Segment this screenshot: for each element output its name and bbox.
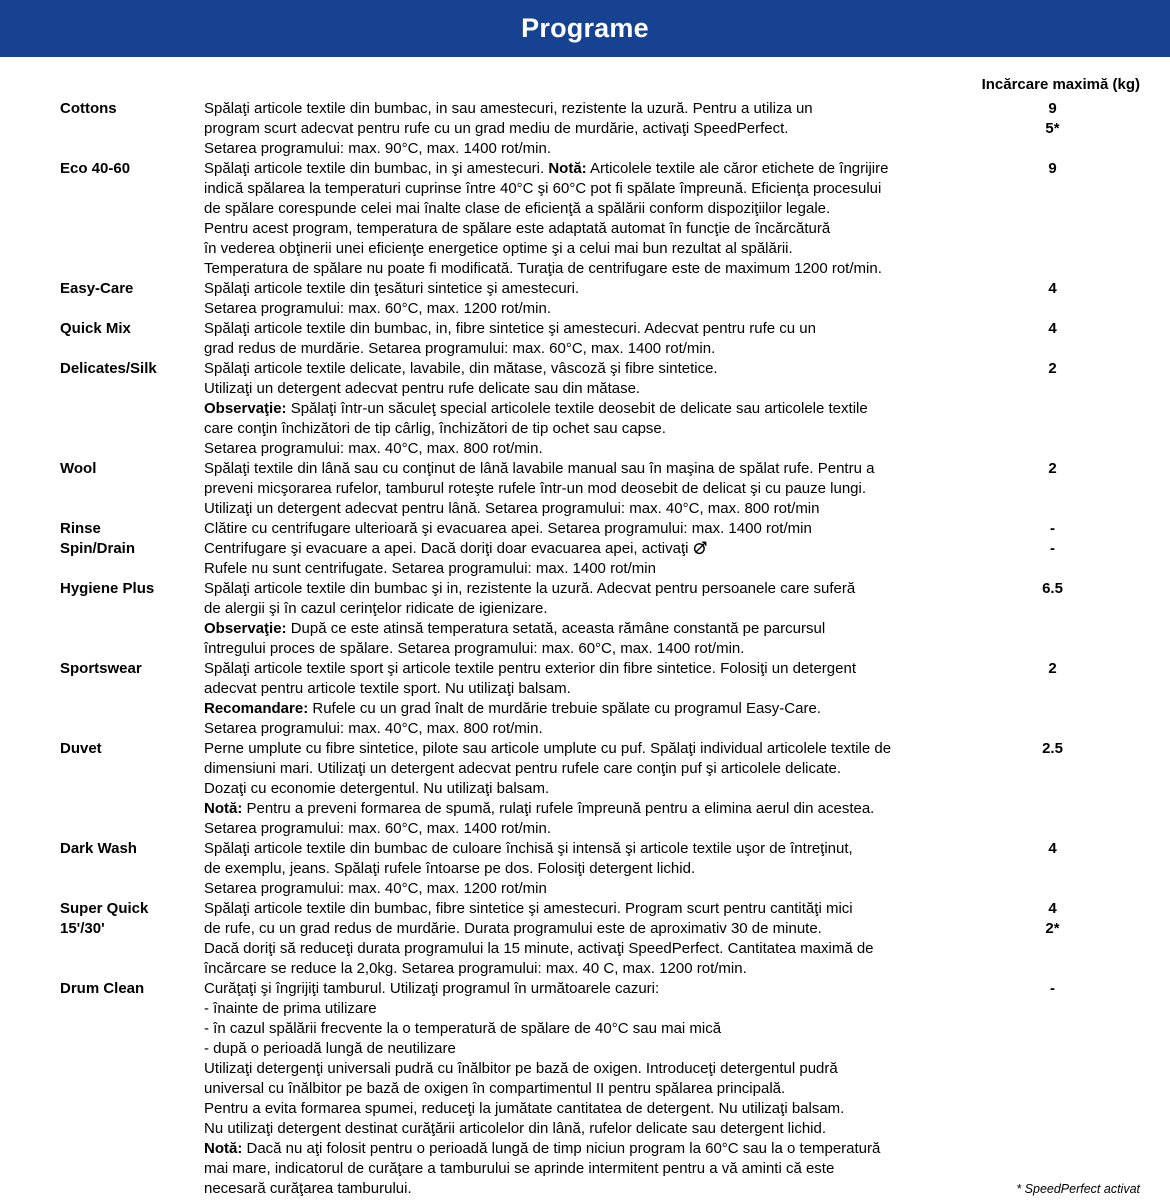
description-line	[204, 1099, 965, 1119]
load-value: 2	[1048, 360, 1057, 377]
text-segment: Dozaţi cu economie detergentul. Nu utilizaţi balsam.	[204, 780, 550, 797]
description-line	[204, 579, 965, 599]
description-line	[204, 819, 965, 839]
text-segment: Spălaţi articole textile din bumbac, in, fibre sintetice şi amestecuri. Adecvat pentru rufe cu un	[204, 320, 816, 337]
text-segment: care conţin închizători de tip cârlig, închizători de tip ochet sau capse.	[204, 420, 666, 437]
text-segment: Spălaţi articole textile delicate, lavabile, din mătase, vâscoză şi fibre sintetice.	[204, 360, 718, 377]
max-load-header: Incărcare maximă (kg)	[981, 76, 1140, 93]
text-segment: Centrifugare şi evacuare a apei. Dacă doriţi doar evacuarea apei, activaţi	[204, 540, 693, 557]
bold-label: Notă:	[204, 1140, 243, 1157]
text-segment: necesară curăţarea tamburului.	[204, 1180, 412, 1197]
text-segment: Setarea programului: max. 40°C, max. 1200 rot/min	[204, 880, 547, 897]
load-value: 2*	[1045, 920, 1060, 937]
text-segment: întregului proces de spălare. Setarea programului: max. 60°C, max. 1400 rot/min.	[204, 640, 745, 657]
program-description	[204, 159, 965, 279]
description-line	[204, 1139, 965, 1159]
description-line	[204, 519, 965, 539]
text-segment: - în cazul spălării frecvente la o temperatură de spălare de 40°C sau mai mică	[204, 1020, 722, 1037]
text-segment: Spălaţi articole textile din ţesături sintetice şi amestecuri.	[204, 280, 580, 297]
description-line	[204, 339, 965, 359]
description-line	[204, 639, 965, 659]
text-segment: indică spălarea la temperaturi cuprinse între 40°C şi 60°C pot fi spălate împreună. Eficienţa procesului	[204, 180, 882, 197]
text-segment: universal cu înălbitor pe bază de oxigen în compartimentul II pentru spălarea principală.	[204, 1080, 786, 1097]
description-line	[204, 179, 965, 199]
program-description	[204, 99, 965, 159]
description-line	[204, 199, 965, 219]
description-line	[204, 899, 965, 919]
program-load	[965, 279, 1140, 299]
program-row	[60, 319, 1140, 359]
text-segment: Spălaţi articole textile sport şi articole textile pentru exterior din fibre sintetice. Folosiţi un detergent	[204, 660, 856, 677]
content	[0, 75, 1170, 1199]
program-name	[60, 99, 204, 119]
description-line	[204, 1039, 965, 1059]
description-line	[204, 799, 965, 819]
description-line	[204, 299, 965, 319]
text-segment: Rufele cu un grad înalt de murdărie trebuie spălate cu programul Easy-Care.	[308, 700, 821, 717]
description-line	[204, 439, 965, 459]
text-segment: Spălaţi textile din lână sau cu conţinut de lână lavabile manual sau în maşina de spălat rufe. Pentru a	[204, 460, 875, 477]
program-description	[204, 359, 965, 459]
description-line	[204, 619, 965, 639]
program-description	[204, 539, 965, 579]
text-segment: Setarea programului: max. 60°C, max. 1400 rot/min.	[204, 820, 551, 837]
text-segment: de alergii şi în cazul cerinţelor ridicate de igienizare.	[204, 600, 548, 617]
description-line	[204, 959, 965, 979]
text-segment: Nu utilizaţi detergent destinat curăţării articolelor din lână, rufelor delicate sau detergent lichid.	[204, 1120, 827, 1137]
description-line	[204, 939, 965, 959]
text-segment: Articolele textile ale căror etichete de îngrijire	[586, 160, 889, 177]
load-value: 4	[1048, 280, 1057, 297]
program-name-line: Rinse	[60, 520, 101, 537]
program-name-line: Duvet	[60, 740, 102, 757]
program-row	[60, 539, 1140, 579]
text-segment: în vederea obţinerii unei eficienţe energetice optime şi a celui mai bun rezultat al spălării.	[204, 240, 793, 257]
program-name	[60, 459, 204, 479]
program-name	[60, 279, 204, 299]
bold-label: Notă:	[548, 160, 587, 177]
program-load	[965, 539, 1140, 559]
description-line	[204, 1079, 965, 1099]
description-line	[204, 239, 965, 259]
program-description	[204, 319, 965, 359]
programs-table	[60, 99, 1140, 1199]
program-row	[60, 159, 1140, 279]
program-name	[60, 979, 204, 999]
text-segment: Pentru a preveni formarea de spumă, rulaţi rufele împreună pentru a elimina aerul din acestea.	[242, 800, 875, 817]
description-line	[204, 739, 965, 759]
description-line	[204, 539, 965, 559]
text-segment: Utilizaţi detergenţi universali pudră cu înălbitor pe bază de oxigen. Introduceţi detergentul pudră	[204, 1060, 838, 1077]
program-name-line: Sportswear	[60, 660, 142, 677]
program-description	[204, 459, 965, 519]
text-segment: Spălaţi articole textile din bumbac şi in, rezistente la uzură. Adecvat pentru persoanele care suferă	[204, 580, 856, 597]
program-load	[965, 359, 1140, 379]
description-line	[204, 459, 965, 479]
bold-label: Observaţie:	[204, 400, 287, 417]
program-load	[965, 459, 1140, 479]
program-name-line: Cottons	[60, 100, 117, 117]
text-segment: Setarea programului: max. 60°C, max. 1200 rot/min.	[204, 300, 551, 317]
load-value: 6.5	[1042, 580, 1063, 597]
page-title: Programe	[521, 13, 649, 43]
text-segment: de spălare corespunde celei mai înalte clase de eficienţă a spălării conform dispoziţiilor legale.	[204, 200, 831, 217]
program-name	[60, 839, 204, 859]
description-line	[204, 759, 965, 779]
program-load	[965, 99, 1140, 139]
description-line	[204, 1179, 965, 1199]
program-row	[60, 359, 1140, 459]
bold-label: Recomandare:	[204, 700, 309, 717]
description-line	[204, 779, 965, 799]
description-line	[204, 159, 965, 179]
text-segment: După ce este atinsă temperatura setată, aceasta rămâne constantă pe parcursul	[286, 620, 826, 637]
text-segment: Spălaţi articole textile din bumbac, fibre sintetice şi amestecuri. Program scurt pentru cantităţi mici	[204, 900, 853, 917]
load-value: -	[1050, 980, 1055, 997]
text-segment: Curăţaţi şi îngrijiţi tamburul. Utilizaţi programul în următoarele cazuri:	[204, 980, 660, 997]
text-segment: Spălaţi articole textile din bumbac de culoare închisă şi intensă şi articole textile uşor de întreţinut,	[204, 840, 853, 857]
description-line	[204, 259, 965, 279]
text-segment: Dacă nu aţi folosit pentru o perioadă lungă de timp niciun program la 60°C sau la o temperatură	[242, 1140, 881, 1157]
description-line	[204, 1059, 965, 1079]
program-name-line: Eco 40-60	[60, 160, 131, 177]
program-name	[60, 519, 204, 539]
description-line	[204, 839, 965, 859]
text-segment: de rufe, cu un grad redus de murdărie. Durata programului este de aproximativ 30 de minute.	[204, 920, 822, 937]
description-line	[204, 219, 965, 239]
description-line	[204, 599, 965, 619]
description-line	[204, 99, 965, 119]
program-name	[60, 319, 204, 339]
description-line	[204, 979, 965, 999]
program-row	[60, 979, 1140, 1199]
program-description	[204, 899, 965, 979]
text-segment: Dacă doriţi să reduceţi durata programului la 15 minute, activaţi SpeedPerfect. Cantitatea maximă de	[204, 940, 874, 957]
load-value: 2.5	[1042, 740, 1063, 757]
text-segment: preveni micşorarea rufelor, tamburul roteşte rufele într-un mod deosebit de delicat şi cu pauze lungi.	[204, 480, 867, 497]
speedperfect-footnote: * SpeedPerfect activat	[1016, 1182, 1140, 1196]
program-name	[60, 579, 204, 599]
text-segment: Pentru acest program, temperatura de spălare este adaptată automat în funcţie de încărcătură	[204, 220, 831, 237]
description-line	[204, 419, 965, 439]
program-name-line: Delicates/Silk	[60, 360, 157, 377]
program-name-line: Wool	[60, 460, 97, 477]
description-line	[204, 859, 965, 879]
bold-label: Notă:	[204, 800, 243, 817]
program-load	[965, 979, 1140, 999]
program-load	[965, 319, 1140, 339]
program-name-line: Easy-Care	[60, 280, 134, 297]
load-value: 4	[1048, 320, 1057, 337]
text-segment: Utilizaţi un detergent adecvat pentru rufe delicate sau din mătase.	[204, 380, 641, 397]
load-value: -	[1050, 540, 1055, 557]
spin-drain-icon	[693, 539, 708, 559]
program-name	[60, 739, 204, 759]
program-name	[60, 899, 204, 939]
program-description	[204, 979, 965, 1199]
text-segment: adecvat pentru articole textile sport. Nu utilizaţi balsam.	[204, 680, 571, 697]
text-segment: - după o perioadă lungă de neutilizare	[204, 1040, 456, 1057]
program-load	[965, 579, 1140, 599]
text-segment: Temperatura de spălare nu poate fi modificată. Turaţia de centrifugare este de maximum 1200 rot/min.	[204, 260, 882, 277]
text-segment: Spălaţi articole textile din bumbac, in şi amestecuri.	[204, 160, 549, 177]
text-segment: Setarea programului: max. 90°C, max. 1400 rot/min.	[204, 140, 551, 157]
description-line	[204, 679, 965, 699]
program-name	[60, 659, 204, 679]
program-name-line: Spin/Drain	[60, 540, 136, 557]
program-name-line: Super Quick	[60, 900, 149, 917]
program-load	[965, 839, 1140, 859]
program-row	[60, 899, 1140, 979]
load-value: 4	[1048, 900, 1057, 917]
program-description	[204, 839, 965, 899]
text-segment: Clătire cu centrifugare ulterioară şi evacuarea apei. Setarea programului: max. 1400 rot/min	[204, 520, 812, 537]
description-line	[204, 399, 965, 419]
description-line	[204, 999, 965, 1019]
load-value: 4	[1048, 840, 1057, 857]
text-segment: Perne umplute cu fibre sintetice, pilote sau articole umplute cu puf. Spălaţi individual articolele textile de	[204, 740, 892, 757]
program-description	[204, 579, 965, 659]
program-load	[965, 519, 1140, 539]
text-segment: program scurt adecvat pentru rufe cu un grad mediu de murdărie, activaţi SpeedPerfect.	[204, 120, 789, 137]
description-line	[204, 499, 965, 519]
program-name-line: Dark Wash	[60, 840, 137, 857]
text-segment: dimensiuni mari. Utilizaţi un detergent adecvat pentru rufele care conţin puf şi articolele delicate.	[204, 760, 842, 777]
description-line	[204, 119, 965, 139]
text-segment: Setarea programului: max. 40°C, max. 800 rot/min.	[204, 720, 543, 737]
description-line	[204, 1119, 965, 1139]
description-line	[204, 1159, 965, 1179]
text-segment: mai mare, indicatorul de curăţare a tamburului se aprinde intermitent pentru a vă aminti că este	[204, 1160, 835, 1177]
text-segment: Utilizaţi un detergent adecvat pentru lână. Setarea programului: max. 40°C, max. 800 rot/min	[204, 500, 820, 517]
description-line	[204, 659, 965, 679]
load-value: 5*	[1045, 120, 1060, 137]
program-row	[60, 739, 1140, 839]
program-row	[60, 459, 1140, 519]
text-segment: Rufele nu sunt centrifugate. Setarea programului: max. 1400 rot/min	[204, 560, 656, 577]
program-name-line: 15'/30'	[60, 920, 105, 937]
description-line	[204, 1019, 965, 1039]
program-description	[204, 739, 965, 839]
text-segment: Pentru a evita formarea spumei, reduceţi la jumătate cantitatea de detergent. Nu utilizaţi balsam.	[204, 1100, 845, 1117]
program-load	[965, 899, 1140, 939]
description-line	[204, 479, 965, 499]
program-description	[204, 519, 965, 539]
load-value: 2	[1048, 460, 1057, 477]
program-name	[60, 159, 204, 179]
description-line	[204, 279, 965, 299]
program-load	[965, 159, 1140, 179]
program-description	[204, 279, 965, 319]
text-segment: - înainte de prima utilizare	[204, 1000, 377, 1017]
program-row	[60, 579, 1140, 659]
program-row	[60, 839, 1140, 899]
text-segment: Spălaţi articole textile din bumbac, in sau amestecuri, rezistente la uzură. Pentru a utiliza un	[204, 100, 813, 117]
text-segment: Spălaţi într-un săculeţ special articolele textile deosebit de delicate sau articolele textile	[286, 400, 868, 417]
description-line	[204, 139, 965, 159]
program-load	[965, 739, 1140, 759]
load-value: 9	[1048, 100, 1057, 117]
program-load	[965, 659, 1140, 679]
text-segment: de exemplu, jeans. Spălaţi rufele întoarse pe dos. Folosiţi detergent lichid.	[204, 860, 696, 877]
program-row	[60, 279, 1140, 319]
load-value: -	[1050, 520, 1055, 537]
program-name-line: Quick Mix	[60, 320, 131, 337]
program-row	[60, 519, 1140, 539]
description-line	[204, 719, 965, 739]
description-line	[204, 919, 965, 939]
load-value: 2	[1048, 660, 1057, 677]
load-value: 9	[1048, 160, 1057, 177]
description-line	[204, 359, 965, 379]
program-name-line: Drum Clean	[60, 980, 145, 997]
description-line	[204, 319, 965, 339]
text-segment: încărcare se reduce la 2,0kg. Setarea programului: max. 40 C, max. 1200 rot/min.	[204, 960, 747, 977]
bold-label: Observaţie:	[204, 620, 287, 637]
text-segment: grad redus de murdărie. Setarea programului: max. 60°C, max. 1400 rot/min.	[204, 340, 716, 357]
description-line	[204, 879, 965, 899]
text-segment: Setarea programului: max. 40°C, max. 800 rot/min.	[204, 440, 543, 457]
program-row	[60, 659, 1140, 739]
program-description	[204, 659, 965, 739]
program-name	[60, 539, 204, 559]
description-line	[204, 699, 965, 719]
description-line	[204, 559, 965, 579]
description-line	[204, 379, 965, 399]
program-row	[60, 99, 1140, 159]
header-banner	[0, 0, 1170, 57]
program-name	[60, 359, 204, 379]
program-name-line: Hygiene Plus	[60, 580, 155, 597]
